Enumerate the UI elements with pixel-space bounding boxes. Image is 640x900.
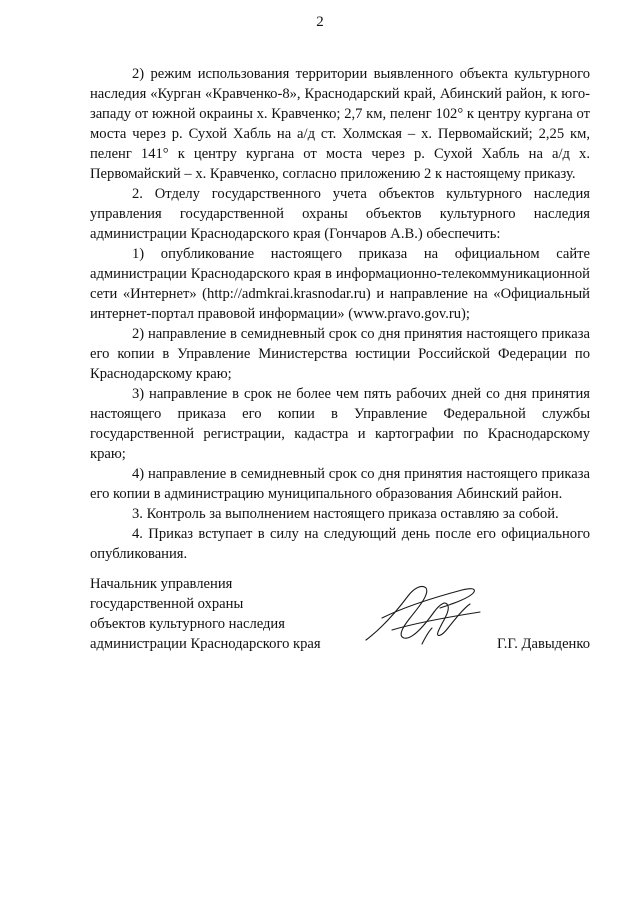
paragraph-registration-service: 3) направление в срок не более чем пять рабочих дней со дня принятия настоящего приказа его копии в Управление Федеральной службы государственной регистрации, кадастра и картографии по Краснодарскому краю;: [90, 386, 590, 462]
handwritten-signature: [352, 578, 502, 654]
document-body: [90, 64, 590, 564]
paragraph-control: 3. Контроль за выполнением настоящего приказа оставляю за собой.: [132, 506, 559, 522]
paragraph-justice-ministry: 2) направление в семидневный срок со дня принятия настоящего приказа его копии в Управление Министерства юстиции Российской Федерации по Краснодарскому краю;: [90, 326, 590, 382]
page-number: 2: [316, 14, 324, 30]
paragraph-municipality: 4) направление в семидневный срок со дня принятия настоящего приказа его копии в администрацию муниципального образования Абинский район.: [90, 466, 590, 502]
signature-block: [90, 574, 590, 664]
signer-title-line: государственной охраны: [90, 596, 244, 612]
signer-title: [90, 574, 370, 654]
paragraph-effective-date: 4. Приказ вступает в силу на следующий день после его официального опубликования.: [90, 526, 590, 562]
signer-title-line: объектов культурного наследия: [90, 616, 285, 632]
signer-name: Г.Г. Давыденко: [496, 636, 590, 652]
paragraph-boundary-regime: 2) режим использования территории выявленного объекта культурного наследия «Курган «Кравченко-8», Краснодарский край, Абинский район, к юго-западу от южной окраины х. Кравченко; 2,7 км, пеленг 102° к центру кургана от моста через р. Сухой Хабль на а/д ст. Холмская – х. Первомайский; 2,25 км, пеленг 141° к центру кургана от моста через р. Сухой Хабль на а/д х. Первомайский – х. Кравченко, согласно приложению 2 к настоящему приказу.: [90, 66, 590, 182]
paragraph-department-order: 2. Отделу государственного учета объектов культурного наследия управления государственной охраны объектов культурного наследия администрации Краснодарского края (Гончаров А.В.) обеспечить:: [90, 186, 590, 242]
signer-title-line: администрации Краснодарского края: [90, 636, 321, 652]
paragraph-publication: 1) опубликование настоящего приказа на официальном сайте администрации Краснодарского края в информационно-телекоммуникационной сети «Интернет» (http://admkrai.krasnodar.ru) и направление на «Официальный интернет-портал правовой информации» (www.pravo.gov.ru);: [90, 246, 590, 322]
signer-title-line: Начальник управления: [90, 576, 233, 592]
